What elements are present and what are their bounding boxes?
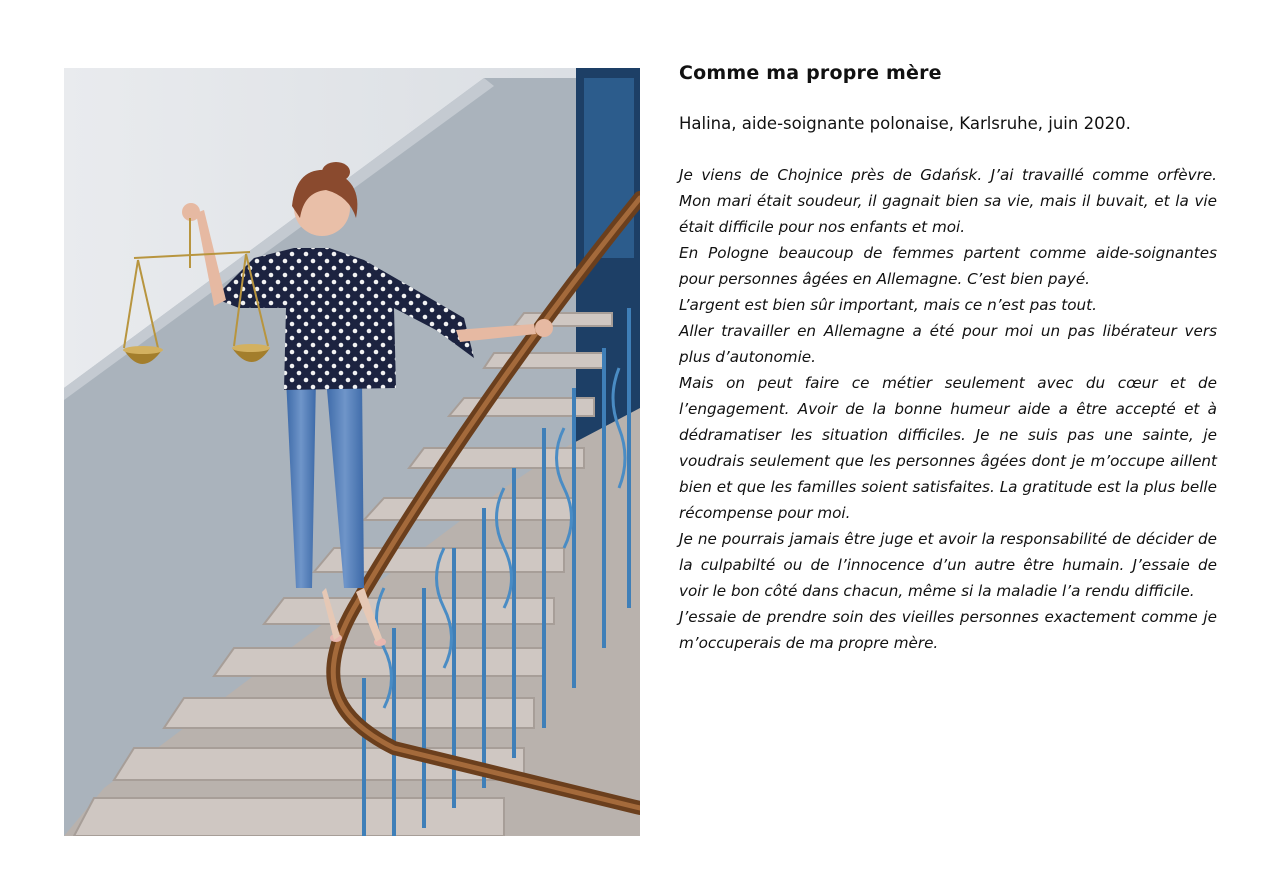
article-byline: Halina, aide-soignante polonaise, Karlsruhe, juin 2020. (679, 114, 1131, 133)
article (679, 62, 1217, 656)
paragraph: Mais on peut faire ce métier seulement avec du cœur et de l’engagement. Avoir de la bonne humeur aide a être accepté et à dédramatiser les situation difficiles. Je ne suis pas une sainte, je voudrais seulement que les personnes âgées dont je m’occupe aillent bien et que les familles soient satisfaites. La gratitude est la plus belle récompense pour moi. (679, 374, 1217, 522)
paragraph: J’essaie de prendre soin des vieilles personnes exactement comme je m’occuperais de ma propre mère. (679, 608, 1217, 652)
paragraph: En Pologne beaucoup de femmes partent comme aide-soignantes pour personnes âgées en Allemagne. C’est bien payé. (679, 244, 1217, 288)
paragraph: Je viens de Chojnice près de Gdańsk. J’ai travaillé comme orfèvre. Mon mari était soudeur, il gagnait bien sa vie, mais il buvait, et la vie était difficile pour nos enfants et moi. (679, 166, 1217, 236)
paragraph: Je ne pourrais jamais être juge et avoir la responsabilité de décider de la culpabilté ou de l’innocence d’un autre être humain. J’essaie de voir le bon côté dans chacun, même si la maladie l’a rendu difficile. (679, 530, 1217, 600)
paragraph: L’argent est bien sûr important, mais ce n’est pas tout. (679, 296, 1097, 314)
paragraph: Aller travailler en Allemagne a été pour moi un pas libérateur vers plus d’autonomie. (679, 322, 1217, 366)
woman-holding-scale-on-staircase-icon (64, 68, 640, 836)
article-body (679, 162, 1217, 656)
article-title: Comme ma propre mère (679, 62, 942, 84)
portrait-photo (64, 68, 640, 836)
